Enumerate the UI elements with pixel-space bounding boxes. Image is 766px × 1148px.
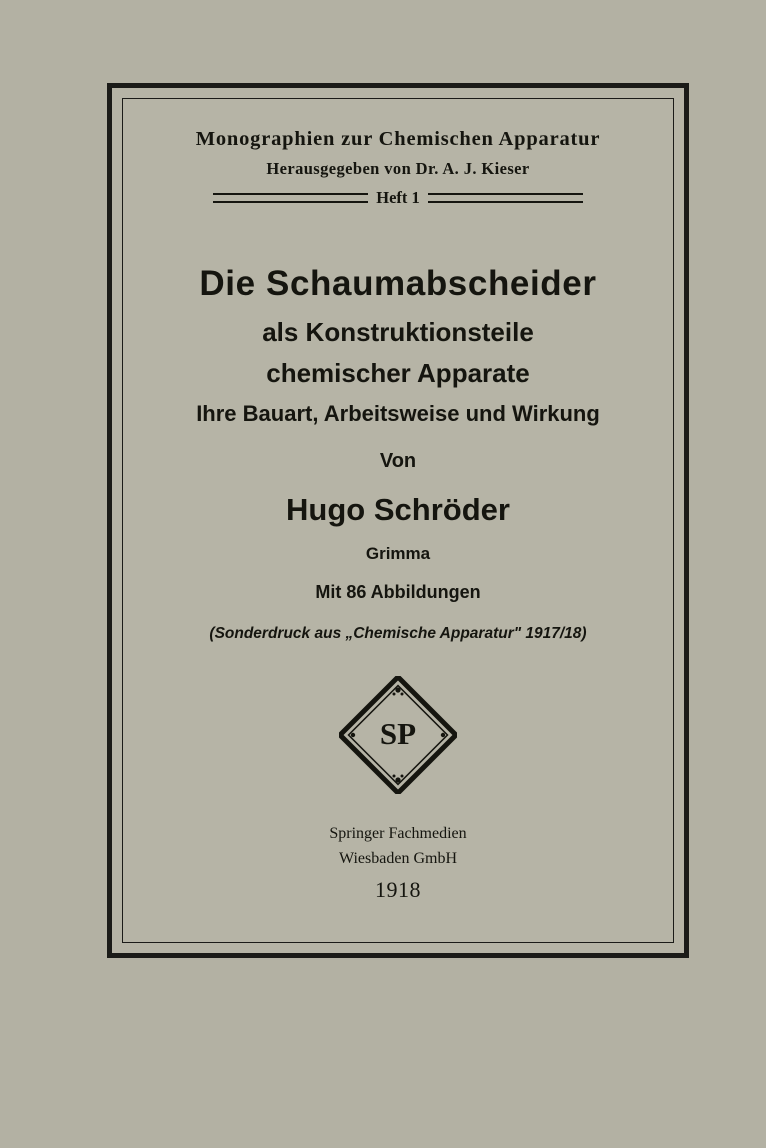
cover-frame-outer [107,83,689,958]
author-by-word: Von [379,450,417,472]
publisher-name-line-1: Springer Fachmedien [329,825,467,842]
series-title: Monographien zur Chemischen Apparatur [195,128,601,150]
book-subtitle-line-2: chemischer Apparate [266,358,530,388]
publisher-imprint [142,822,654,903]
book-title: Die Schaumabscheider [199,264,597,303]
publisher-name-line-2: Wiesbaden GmbH [339,849,457,867]
publisher-logo-wrap [142,676,654,794]
series-issue-label: Heft 1 [376,188,420,207]
springer-diamond-logo [339,676,457,794]
figures-note: Mit 86 Abbildungen [315,582,481,602]
rule-left [213,193,368,203]
cover-content [142,114,654,927]
book-subtitle-line-1: als Konstruktionsteile [262,317,534,347]
author-name: Hugo Schröder [286,492,510,527]
book-subtitle-line-3: Ihre Bauart, Arbeitsweise und Wirkung [196,401,600,426]
logo-monogram: SP [379,716,417,751]
rule-right [428,193,583,203]
series-issue-row [142,188,654,208]
author-place: Grimma [365,544,431,563]
series-editor: Herausgegeben von Dr. A. J. Kieser [266,159,530,178]
publication-year: 1918 [375,876,421,902]
reprint-note: (Sonderdruck aus „Chemische Apparatur" 1917/18) [209,625,587,642]
